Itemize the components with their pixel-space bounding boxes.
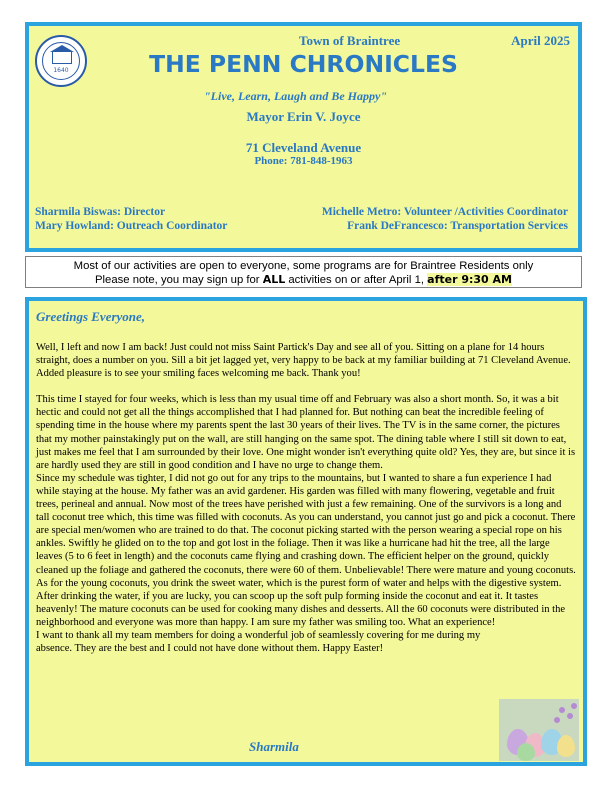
signup-notice bbox=[25, 256, 582, 288]
notice-line-2: Please note, you may sign up for ALL activities on or after April 1, after 9:30 AM bbox=[95, 273, 512, 286]
easter-eggs-image bbox=[499, 699, 579, 761]
address: 71 Cleveland Avenue bbox=[245, 140, 362, 155]
phone: Phone: 781-848-1963 bbox=[254, 155, 353, 167]
staff-director: Sharmila Biswas: Director bbox=[35, 206, 166, 218]
staff-outreach: Mary Howland: Outreach Coordinator bbox=[35, 220, 228, 232]
motto: "Live, Learn, Laugh and Be Happy" bbox=[204, 89, 387, 103]
town-name: Town of Braintree bbox=[299, 33, 401, 48]
notice-time-highlight: after 9:30 AM bbox=[427, 273, 512, 286]
issue-date: April 2025 bbox=[511, 33, 570, 48]
staff-left bbox=[35, 205, 227, 233]
paragraph: Since my schedule was tighter, I did not go out for any trips to the mountains, but I wanted to share a fun experience I had while staying at the house. My father was an avid gardener. His garden was filled with many flowering, vegetable and fruit trees, perineal and annual. Now most of the trees have perished with just a few remaining. One of the survivors is a long and tall coconut tree which, this time was filled with coconuts. As you can understand, you cannot just go and pick a coconut. There are special men/women who are trained to do that. The coconut picking started with the person wearing a special rope on his ankles. Swiftly he glided on to the top and got lost in the foliage. Then it was like a hurricane had hit the tree, all the large leaves (5 to 6 feet in length) and the coconuts came flying and crashing down. The efficient helper on the ground, quickly cleaned up the foliage and gathered the coconuts, there were 60 of them. Unbelievable! There were mature and young coconuts. As for the young coconuts, you drink the sweet water, which is the purest form of water and helps with the digestive system. After drinking the water, if you are lucky, you can scoop up the soft pulp forming inside the coconut and eat it. It tastes heavenly! The mature coconuts can be used for cooking many dishes and desserts. All the 60 coconuts were distributed in the neighborhood and everyone was more than happy. I am sure my father was smiling too. What an experience! bbox=[36, 472, 576, 628]
notice-all: ALL bbox=[262, 273, 286, 286]
letter-body bbox=[36, 341, 576, 655]
signature: Sharmila bbox=[249, 739, 299, 754]
seal-year: 1640 bbox=[53, 67, 69, 74]
staff-volunteer: Michelle Metro: Volunteer /Activities Coordinator bbox=[321, 206, 568, 218]
newsletter-header bbox=[25, 22, 582, 252]
staff-right bbox=[322, 205, 568, 233]
mayor-name: Mayor Erin V. Joyce bbox=[246, 109, 361, 124]
paragraph: Well, I left and now I am back! Just could not miss Saint Partick's Day and see all of you. Sitting on a plane for 14 hours straight, does a number on you. Sill a bit jet lagged yet, very happy to be back at my familiar building at 71 Cleveland Avenue. Added pleasure is to see your smiling faces welcoming me back. Thank you! bbox=[36, 342, 571, 380]
director-letter bbox=[25, 297, 587, 766]
newsletter-title: THE PENN CHRONICLES bbox=[149, 52, 458, 78]
paragraph: I want to thank all my team members for doing a wonderful job of seamlessly covering for me during my absence. They are the best and I could not have done without them. Happy Easter! bbox=[36, 629, 481, 655]
notice-line-1: Most of our activities are open to everyone, some programs are for Braintree Residents only bbox=[73, 260, 534, 272]
greeting: Greetings Everyone, bbox=[36, 309, 146, 324]
paragraph: This time I stayed for four weeks, which is less than my usual time off and February was also a short month. So, it was a bit hectic and could not get all the things accomplished that I had planned for. But nothing can beat the incredible feeling of spending time in the house where my parents spent the last 30 years of their lives. The TV is in the same corner, the pictures that my mother painstakingly put on the wall, are still hanging on the same spot. The dining table where I still sit down to eat, just makes me feel that I am surrounded by their love. One might wonder isn't everything quite old? Yes, they are, but since it is are hardly used they are still in good condition and I have no urge to change them. bbox=[36, 394, 576, 471]
staff-transportation: Frank DeFrancesco: Transportation Services bbox=[347, 220, 568, 232]
